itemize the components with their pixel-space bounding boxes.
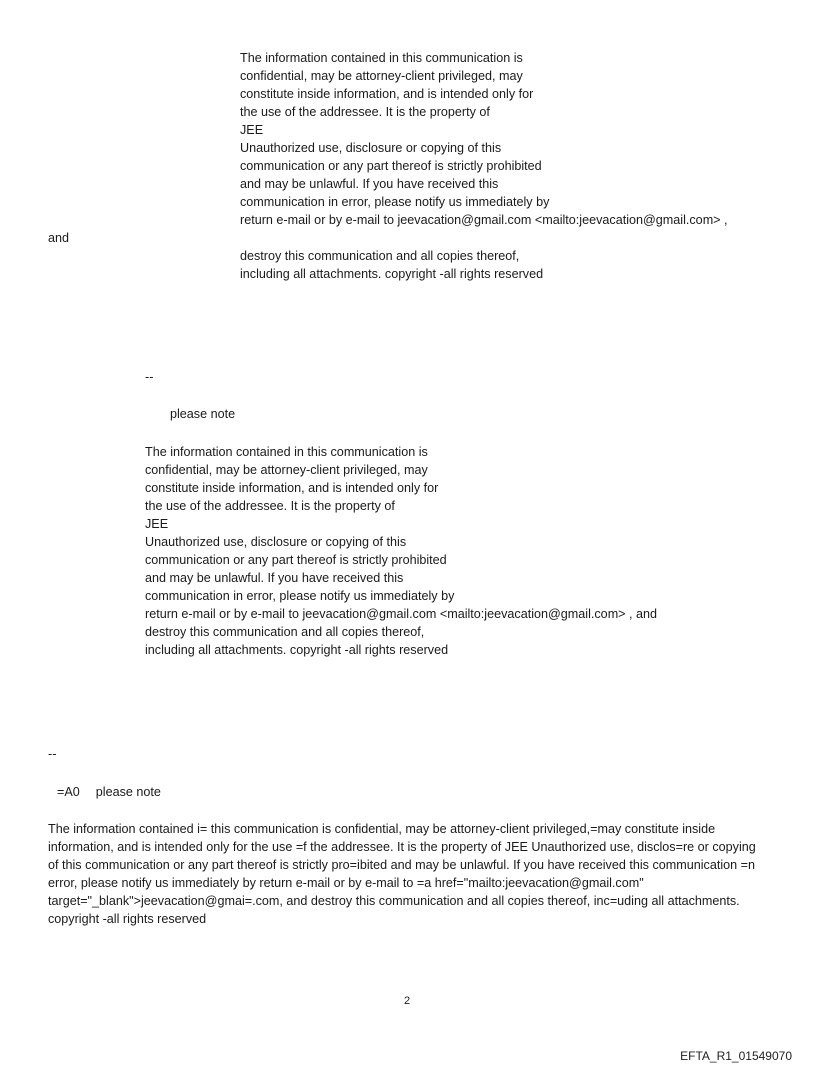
text-line: including all attachments. copyright -all rights reserved <box>240 267 544 281</box>
disclaimer-paragraph: The information contained i= this communication is confidential, may be attorney-client privileged,=may constitute inside information, and is intended only for the use =f the addressee. It is the property of JEE Unauthorized use, disclos=re or copying of this communication or any part thereof is strictly pro=ibited and may be unlawful. If you have received this communication =n error, please notify us immediately by return e-mail or by e-mail to =a href="mailto:jeevacation@gmail.com" target="_blank">jeevacation@gmai=.com, and destroy this communication and all copies thereof, inc=uding all attachments. copyright -all rights reserved <box>48 822 756 926</box>
text-line: JEE <box>145 517 169 531</box>
text-line: destroy this communication and all copies thereof, <box>240 249 520 263</box>
text-line: JEE <box>240 123 264 137</box>
page-number: 2 <box>404 995 411 1007</box>
please-note-1: please note <box>170 407 236 421</box>
document-id: EFTA_R1_01549070 <box>680 1049 792 1063</box>
text-line: communication in error, please notify us immediately by <box>240 195 550 209</box>
text-line: communication in error, please notify us immediately by <box>145 589 455 603</box>
text-line: confidential, may be attorney-client privileged, may <box>240 69 523 83</box>
text-line: and may be unlawful. If you have received this <box>145 571 404 585</box>
text-line: destroy this communication and all copies thereof, <box>145 625 425 639</box>
text-line: Unauthorized use, disclosure or copying of this <box>240 141 502 155</box>
text-line: confidential, may be attorney-client privileged, may <box>145 463 428 477</box>
text-line: communication or any part thereof is strictly prohibited <box>145 553 447 567</box>
text-line: the use of the addressee. It is the property of <box>240 105 490 119</box>
text-line: constitute inside information, and is intended only for <box>145 481 439 495</box>
text-line: return e-mail or by e-mail to jeevacation@gmail.com <mailto:jeevacation@gmail.com> , <box>240 213 728 227</box>
encoded-prefix: =A0 <box>57 785 80 799</box>
please-note-text: please note <box>95 785 161 799</box>
separator-2: -- <box>48 747 57 761</box>
disclaimer-block-1 <box>240 49 728 229</box>
please-note-2 <box>57 783 161 801</box>
disclaimer-block-2 <box>145 443 657 659</box>
text-line: including all attachments. copyright -all rights reserved <box>145 643 449 657</box>
separator-1: -- <box>145 370 154 384</box>
text-line: and may be unlawful. If you have received this <box>240 177 499 191</box>
disclaimer-block-1-tail <box>240 247 543 283</box>
text-line: the use of the addressee. It is the property of <box>145 499 395 513</box>
text-line: return e-mail or by e-mail to jeevacation@gmail.com <mailto:jeevacation@gmail.com> , and <box>145 607 658 621</box>
text-line: Unauthorized use, disclosure or copying of this <box>145 535 407 549</box>
text-line: The information contained in this communication is <box>240 51 523 65</box>
text-line: constitute inside information, and is intended only for <box>240 87 534 101</box>
and-word: and <box>48 231 70 245</box>
text-line: The information contained in this communication is <box>145 445 428 459</box>
text-line: communication or any part thereof is strictly prohibited <box>240 159 542 173</box>
